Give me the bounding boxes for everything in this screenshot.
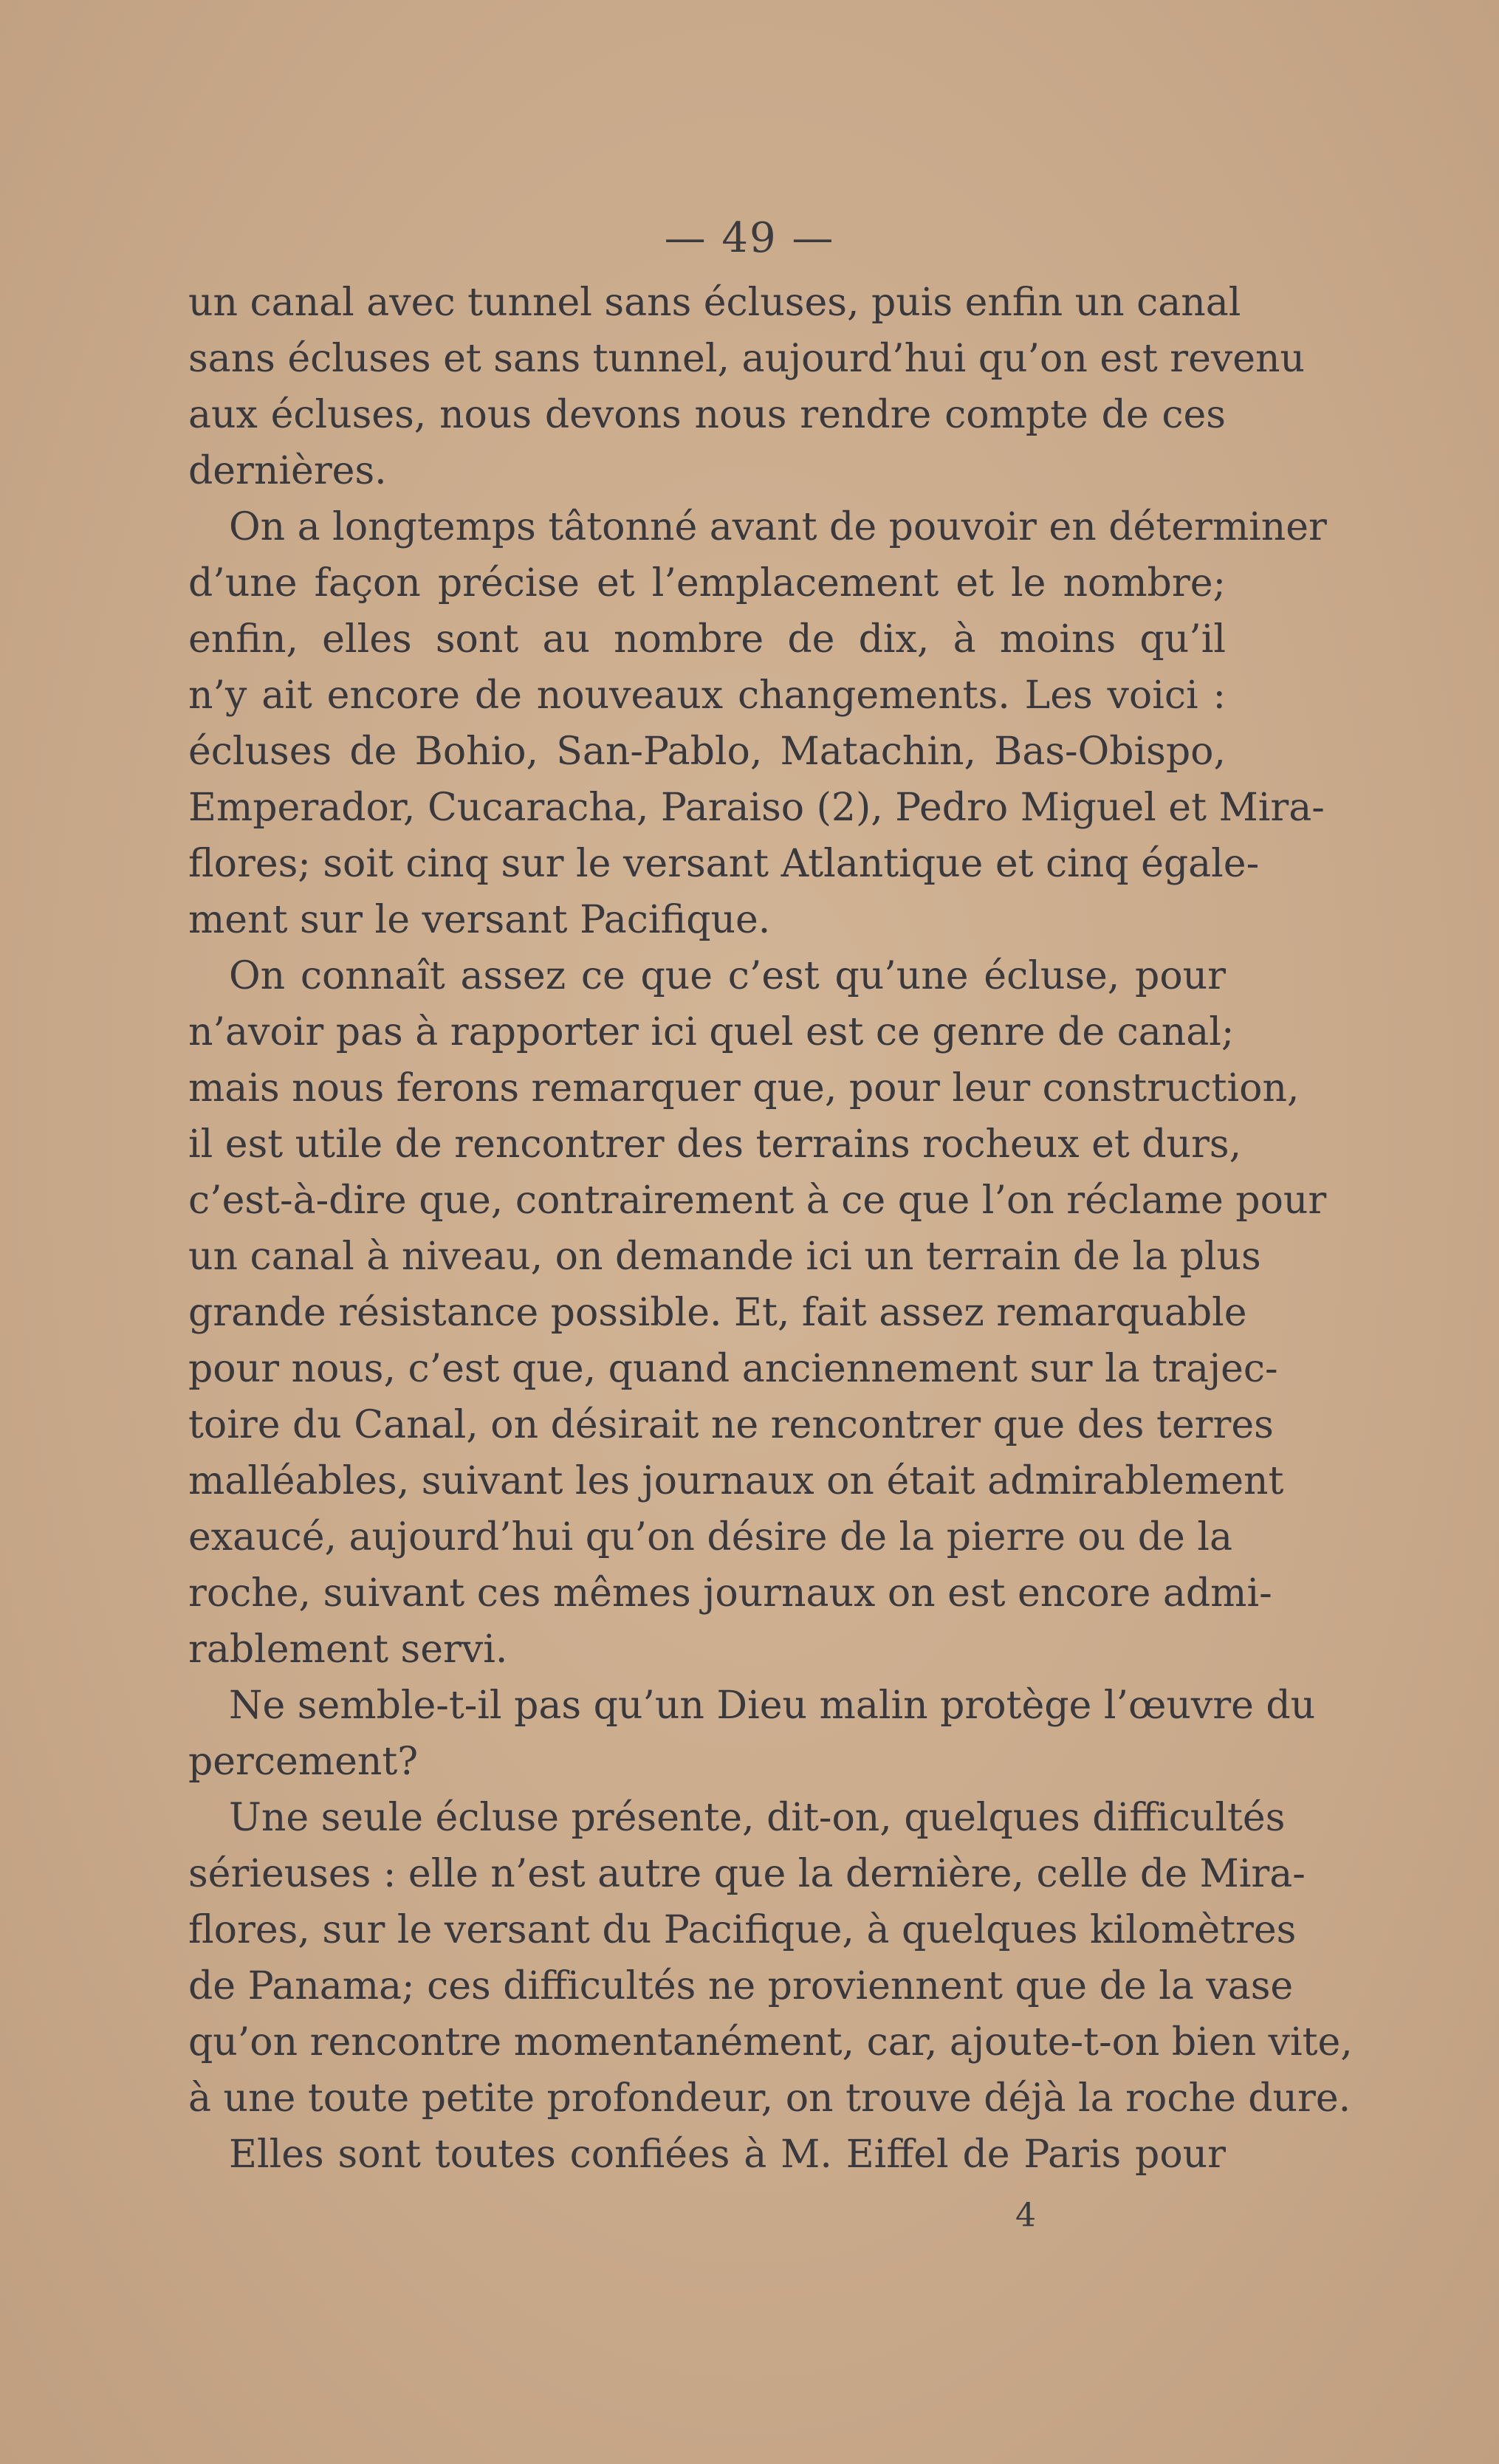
signature-mark: 4	[1015, 2197, 1036, 2234]
text-line: il est utile de rencontrer des terrains rocheux et durs,	[188, 1122, 1242, 1167]
text-line: Emperador, Cucaracha, Paraiso (2), Pedro Miguel et Mira-	[188, 786, 1325, 830]
text-line: malléables, suivant les journaux on était admirablement	[188, 1459, 1284, 1503]
text-line: rablement servi.	[188, 1627, 508, 1672]
text-line: d’une façon précise et l’emplacement et le nombre;	[188, 561, 1226, 605]
text-line: toire du Canal, on désirait ne rencontrer que des terres	[188, 1403, 1274, 1447]
text-line: qu’on rencontre momentanément, car, ajoute-t-on bien vite,	[188, 2020, 1353, 2065]
text-line: On a longtemps tâtonné avant de pouvoir en déterminer	[229, 505, 1327, 549]
text-line: Ne semble-t-il pas qu’un Dieu malin protège l’œuvre du	[229, 1684, 1316, 1728]
text-line: roche, suivant ces mêmes journaux on est encore admi-	[188, 1571, 1272, 1616]
text-line: percement?	[188, 1740, 419, 1784]
text-line: Elles sont toutes confiées à M. Eiffel de Paris pour	[229, 2132, 1226, 2177]
text-line: On connaît assez ce que c’est qu’une écluse, pour	[229, 954, 1226, 998]
text-line: aux écluses, nous devons nous rendre compte de ces	[188, 393, 1226, 437]
text-line: à une toute petite profondeur, on trouve déjà la roche dure.	[188, 2076, 1351, 2121]
text-line: dernières.	[188, 449, 387, 493]
text-line: pour nous, c’est que, quand anciennement sur la trajec-	[188, 1347, 1278, 1391]
text-line: exaucé, aujourd’hui qu’on désire de la pierre ou de la	[188, 1515, 1232, 1559]
text-line: sans écluses et sans tunnel, aujourd’hui qu’on est revenu	[188, 337, 1306, 381]
text-line: un canal avec tunnel sans écluses, puis enfin un canal	[188, 281, 1241, 325]
text-line: flores; soit cinq sur le versant Atlantique et cinq égale-	[188, 842, 1260, 886]
text-line: de Panama; ces difficultés ne proviennent que de la vase	[188, 1964, 1294, 2008]
text-line: ment sur le versant Pacifique.	[188, 898, 771, 942]
page-number: — 49 —	[664, 214, 835, 262]
text-line: enfin, elles sont au nombre de dix, à moins qu’il	[188, 617, 1226, 662]
text-line: n’y ait encore de nouveaux changements. Les voici :	[188, 673, 1226, 718]
text-line: c’est-à-dire que, contrairement à ce que l’on réclame pour	[188, 1178, 1327, 1223]
text-line: Une seule écluse présente, dit-on, quelques difficultés	[229, 1796, 1286, 1840]
text-line: mais nous ferons remarquer que, pour leur construction,	[188, 1066, 1300, 1111]
text-line: flores, sur le versant du Pacifique, à quelques kilomètres	[188, 1908, 1297, 1952]
text-line: sérieuses : elle n’est autre que la dernière, celle de Mira-	[188, 1852, 1306, 1896]
text-line: grande résistance possible. Et, fait assez remarquable	[188, 1291, 1247, 1335]
text-line: un canal à niveau, on demande ici un terrain de la plus	[188, 1235, 1261, 1279]
text-line: n’avoir pas à rapporter ici quel est ce genre de canal;	[188, 1010, 1235, 1054]
text-line: écluses de Bohio, San-Pablo, Matachin, Bas-Obispo,	[188, 730, 1226, 774]
